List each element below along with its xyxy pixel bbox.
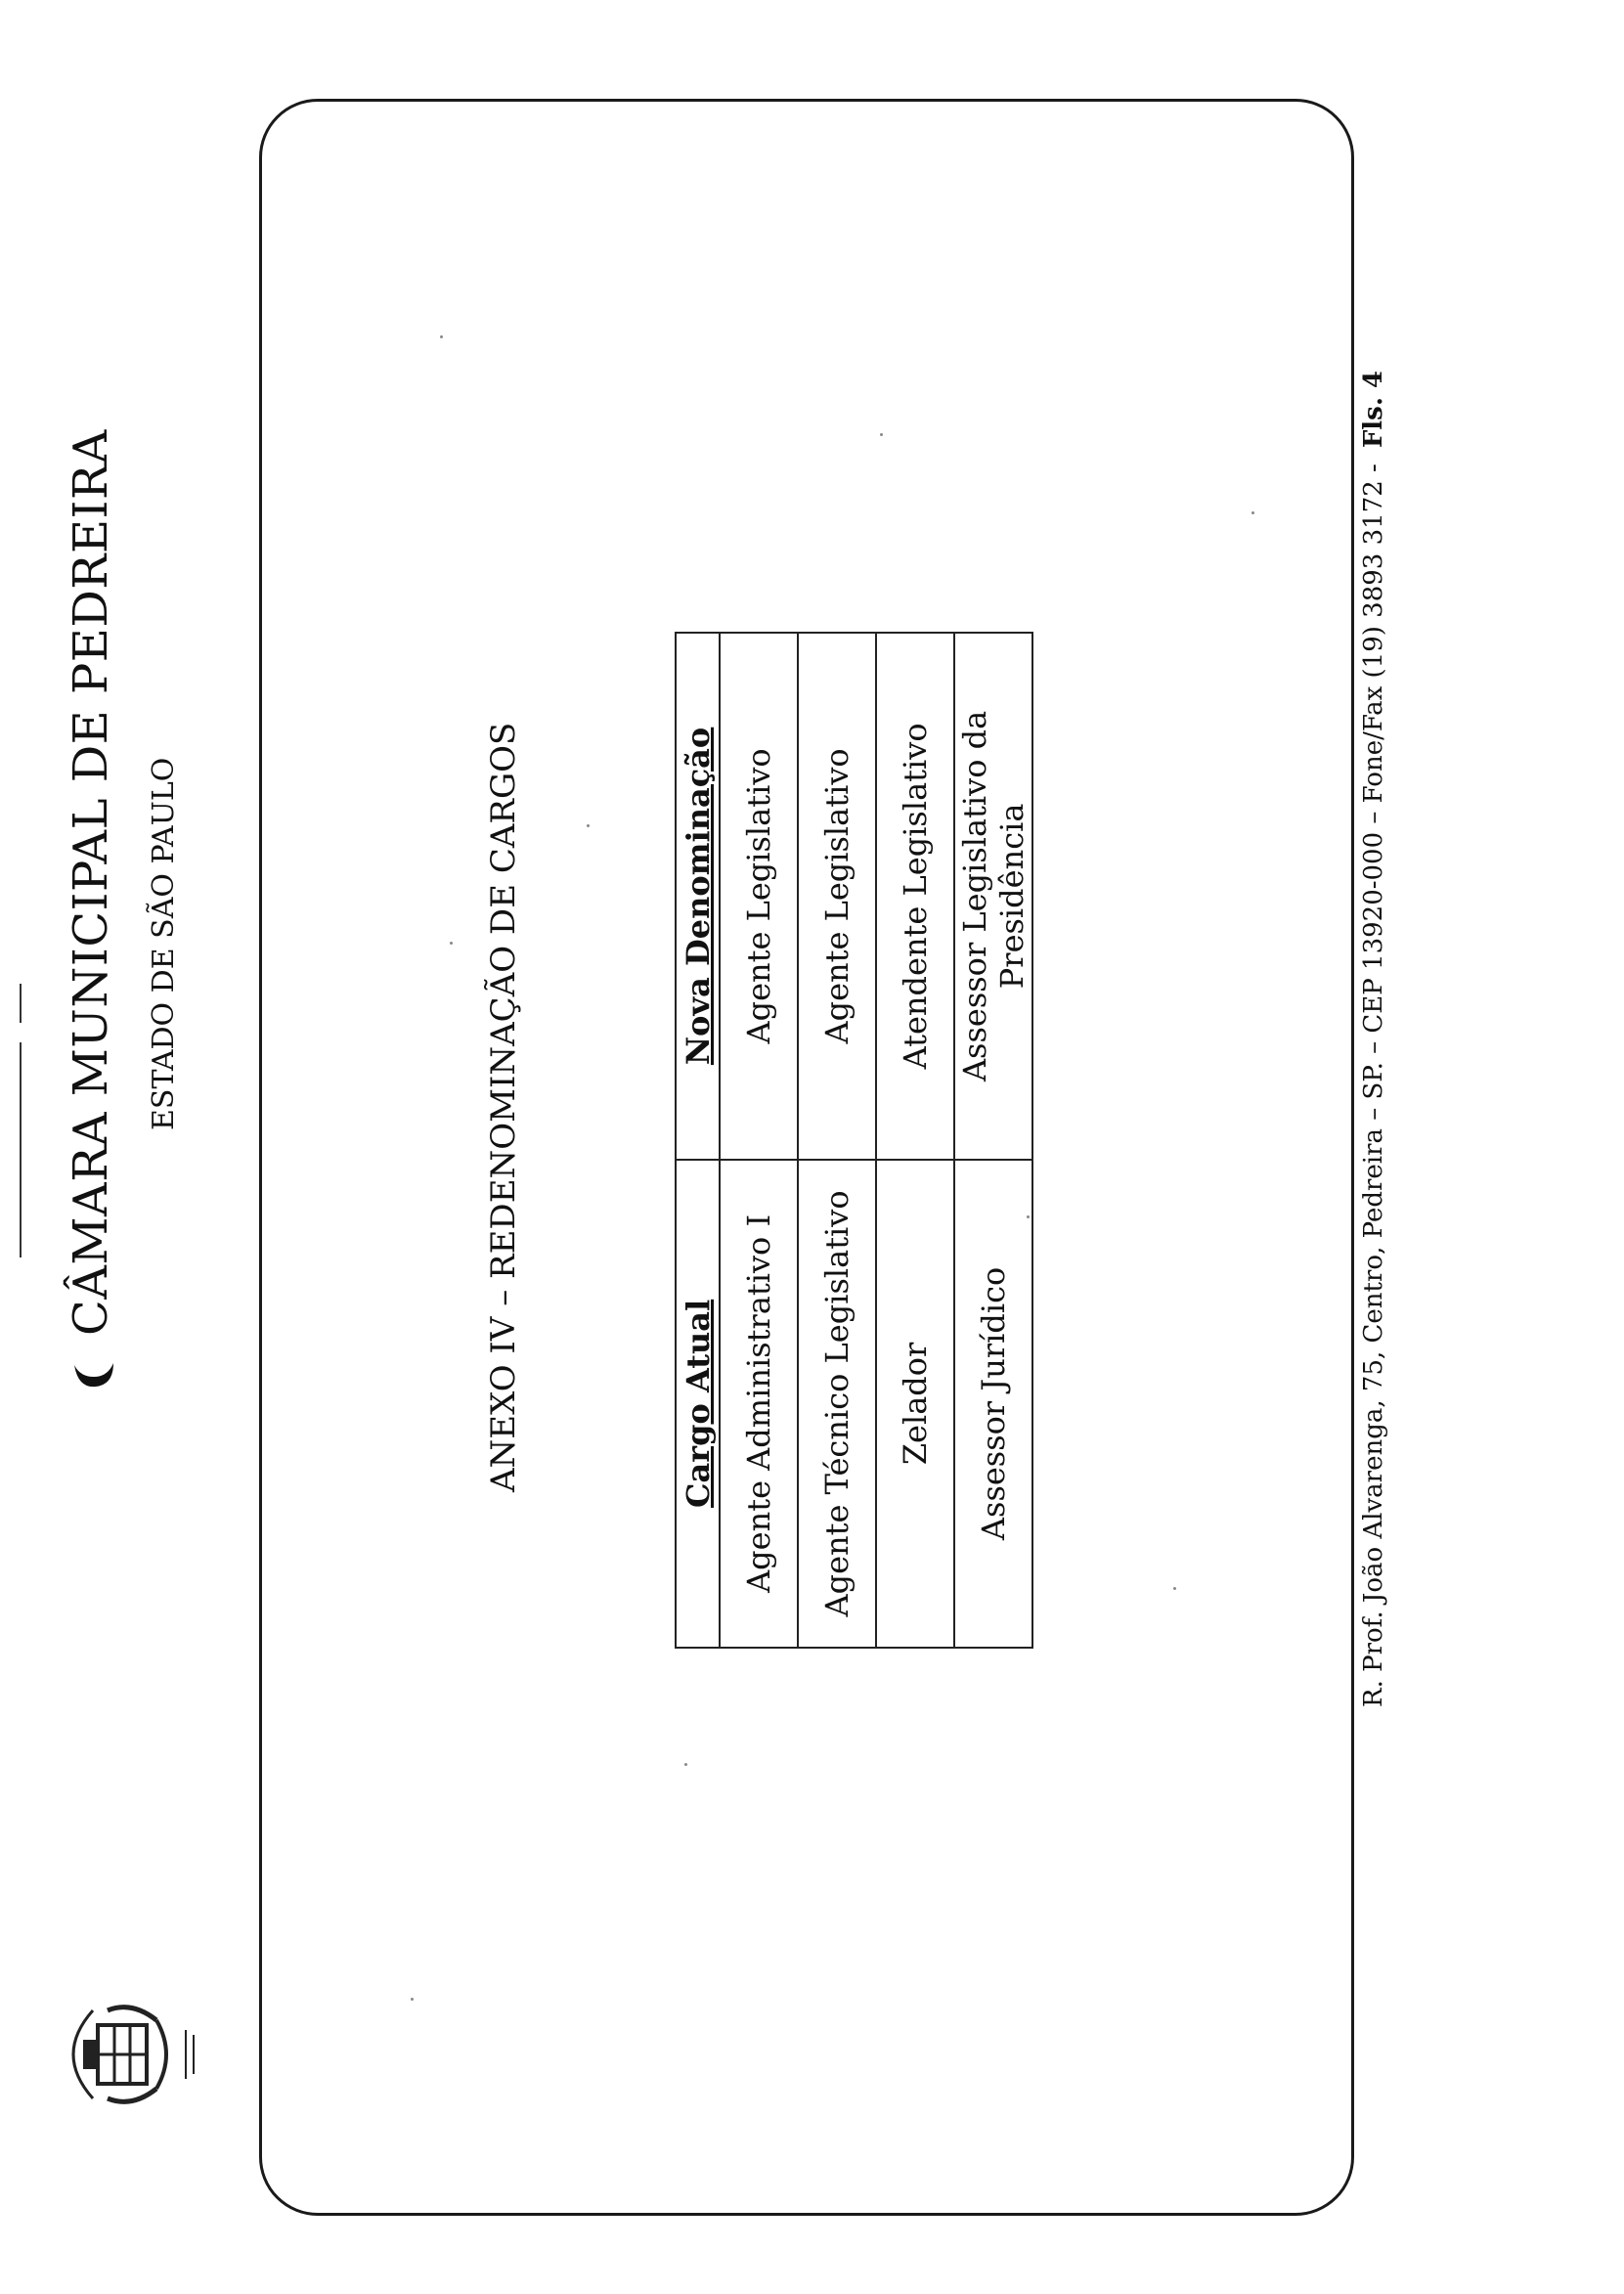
header-cargo-atual: Cargo Atual — [676, 1160, 720, 1648]
page-number: Fls. 4 — [1359, 370, 1388, 449]
nova-denominacao-cell: Agente Legislativo — [798, 633, 876, 1160]
brand-left-crescent-icon — [68, 1349, 119, 1394]
header-nova-denominacao: Nova Denominação — [676, 633, 720, 1160]
scan-artifact-line — [20, 984, 22, 1023]
footer-address-text: R. Prof. João Alvarenga, 75, Centro, Pedreira – SP. – CEP 13920-000 – Fone/Fax (19) 3893 3172 - — [1359, 463, 1388, 1707]
annex-title: ANEXO IV – REDENOMINAÇÃO DE CARGOS — [484, 722, 523, 1492]
scan-speck — [684, 1763, 687, 1766]
cargo-atual-cell: Agente Técnico Legislativo — [798, 1160, 876, 1648]
scan-speck — [440, 335, 443, 338]
scan-speck — [411, 1998, 414, 2001]
nova-denominacao-cell: Assessor Legislativo da Presidência — [954, 633, 1032, 1160]
scan-speck — [587, 824, 590, 827]
scan-speck — [450, 942, 453, 945]
scan-speck — [1027, 1215, 1030, 1218]
state-subtitle: ESTADO DE SÃO PAULO — [147, 757, 181, 1130]
page-border-frame — [259, 99, 1354, 2216]
scan-speck — [1173, 1587, 1176, 1590]
scan-speck — [1251, 511, 1254, 514]
scan-speck — [880, 433, 883, 436]
nova-denominacao-cell: Atendente Legislativo — [876, 633, 954, 1160]
scan-artifact-line — [20, 1042, 22, 1257]
footer-address — [1359, 371, 1388, 1707]
cargo-atual-cell: Assessor Jurídico — [954, 1160, 1032, 1648]
cargo-atual-cell: Zelador — [876, 1160, 954, 1648]
nova-denominacao-cell: Agente Legislativo — [720, 633, 798, 1160]
pedreira-seal-icon — [54, 1991, 200, 2118]
cargo-atual-cell: Agente Administrativo I — [720, 1160, 798, 1648]
institution-title: CÂMARA MUNICIPAL DE PEDREIRA — [64, 429, 118, 1336]
